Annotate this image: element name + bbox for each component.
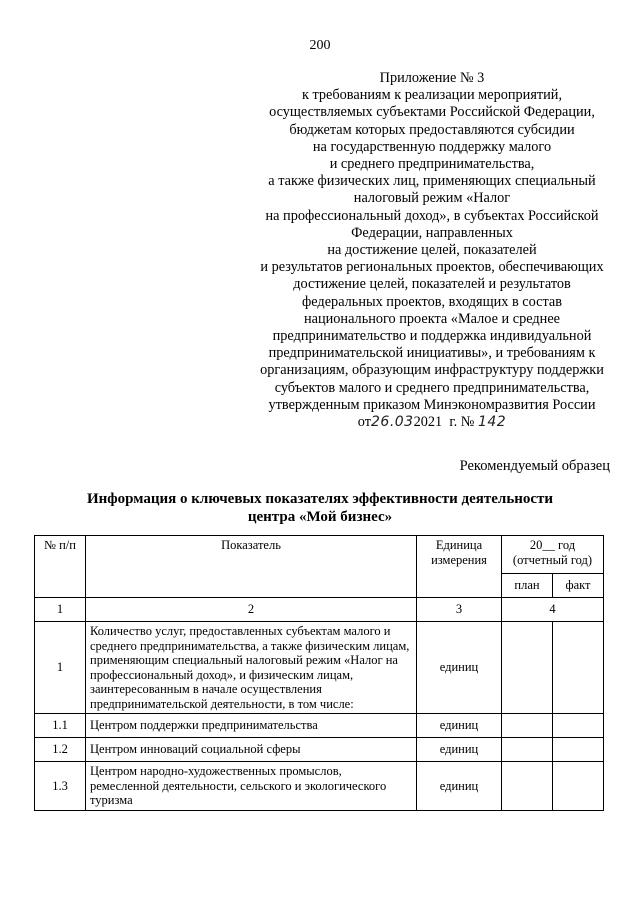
date-prefix: от	[357, 414, 371, 431]
order-date-line	[236, 414, 628, 431]
row-num: 1.2	[35, 738, 86, 762]
row-fact-cell	[553, 762, 604, 811]
annex-line: национального проекта «Малое и среднее	[303, 310, 561, 327]
col-number: 4	[502, 598, 604, 622]
row-fact-cell	[553, 714, 604, 738]
row-fact-cell	[553, 738, 604, 762]
date-year: 2021	[413, 414, 443, 431]
annex-line: и среднего предпринимательства,	[329, 156, 535, 173]
annex-line: федеральных проектов, входящих в состав	[302, 293, 562, 310]
row-plan-cell	[502, 762, 553, 811]
row-unit: единиц	[417, 622, 502, 714]
header-unit: Единица измерения	[417, 536, 502, 598]
table-row	[35, 714, 604, 738]
annex-line: субъектов малого и среднего предпринимательства,	[274, 379, 590, 396]
annex-line: а также физических лиц, применяющих специальный	[268, 173, 596, 190]
header-year: 20__ год (отчетный год)	[502, 536, 604, 574]
annex-line: налоговый режим «Налог	[353, 190, 511, 207]
annex-line: к требованиям к реализации мероприятий,	[301, 87, 563, 104]
annex-line: предпринимательство и поддержка индивидуальной	[272, 328, 592, 345]
row-indicator: Количество услуг, предоставленных субъектам малого и среднего предпринимательства, а также физическим лицам, применяющим специальный налоговый режим «Налог на профессиональный доход», и физическим лицам, заинтересованным в начале осуществления предпринимательской деятельности, в том числе:	[86, 622, 417, 714]
number-label: г. №	[449, 414, 475, 431]
kpi-table	[34, 535, 604, 811]
annex-line: предпринимательской инициативы», и требованиям к	[268, 345, 596, 362]
page-number: 200	[309, 38, 331, 53]
annex-header	[236, 70, 628, 431]
col-number: 1	[35, 598, 86, 622]
row-plan-cell	[502, 714, 553, 738]
row-plan-cell	[502, 738, 553, 762]
row-fact-cell	[553, 622, 604, 714]
annex-line: на профессиональный доход», в субъектах Российской	[265, 207, 599, 224]
annex-line: и результатов региональных проектов, обеспечивающих	[260, 259, 604, 276]
annex-line: на государственную поддержку малого	[312, 138, 552, 155]
row-num: 1.3	[35, 762, 86, 811]
row-unit: единиц	[417, 762, 502, 811]
row-unit: единиц	[417, 714, 502, 738]
row-indicator: Центром народно-художественных промыслов, ремесленной деятельности, сельского и экологического туризма	[86, 762, 417, 811]
title-line: Информация о ключевых показателях эффективности деятельности	[86, 491, 554, 507]
annex-line: бюджетам которых предоставляются субсидии	[289, 121, 575, 138]
row-indicator: Центром поддержки предпринимательства	[86, 714, 417, 738]
row-unit: единиц	[417, 738, 502, 762]
table-row	[35, 622, 604, 714]
title-line: центра «Мой бизнес»	[247, 509, 393, 525]
recommended-sample-label: Рекомендуемый образец	[459, 458, 610, 474]
table-row	[35, 738, 604, 762]
row-num: 1.1	[35, 714, 86, 738]
annex-line: Федерации, направленных	[351, 224, 513, 241]
annex-line: достижение целей, показателей и результатов	[293, 276, 571, 293]
handwritten-number: 142	[477, 414, 507, 431]
row-plan-cell	[502, 622, 553, 714]
header-indicator: Показатель	[86, 536, 417, 598]
annex-line: осуществляемых субъектами Российской Федерации,	[269, 104, 595, 121]
row-num: 1	[35, 622, 86, 714]
row-indicator: Центром инноваций социальной сферы	[86, 738, 417, 762]
handwritten-date: 26.03	[371, 414, 414, 431]
header-plan: план	[502, 574, 553, 598]
document-title	[60, 490, 580, 526]
annex-line: организациям, образующим инфраструктуру поддержки	[260, 362, 604, 379]
header-fact: факт	[553, 574, 604, 598]
annex-line: на достижение целей, показателей	[327, 242, 537, 259]
annex-line: Приложение № 3	[379, 70, 485, 86]
col-number: 3	[417, 598, 502, 622]
annex-line: утвержденным приказом Минэкономразвития России	[268, 396, 596, 413]
table-row	[35, 762, 604, 811]
header-num: № п/п	[35, 536, 86, 598]
col-number: 2	[86, 598, 417, 622]
